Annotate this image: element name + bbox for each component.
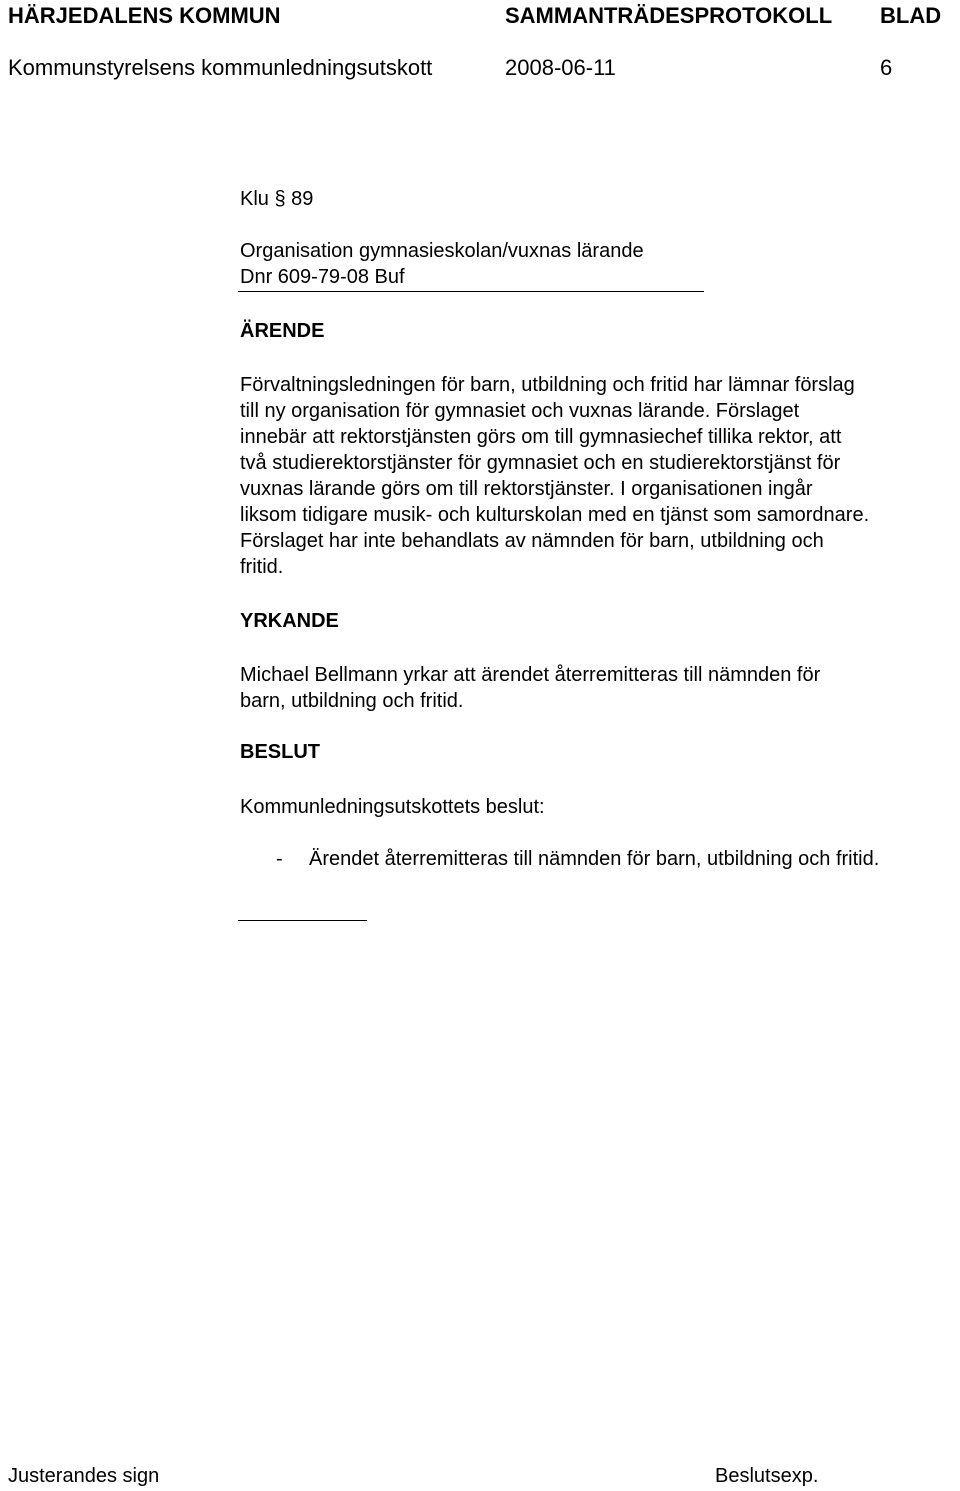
decision-dispatch-label: Beslutsexp. bbox=[715, 1465, 819, 1487]
committee-name: Kommunstyrelsens kommunledningsutskott bbox=[8, 55, 433, 80]
arende-line: Förvaltningsledningen för barn, utbildning och fritid har lämnar förslag bbox=[240, 374, 855, 396]
beslut-heading: BESLUT bbox=[240, 741, 320, 763]
beslut-item-dash: - bbox=[276, 848, 283, 870]
end-of-section-rule bbox=[238, 920, 367, 921]
arende-line: till ny organisation för gymnasiet och vuxnas lärande. Förslaget bbox=[240, 400, 800, 422]
arende-line: Förslaget har inte behandlats av nämnden för barn, utbildning och bbox=[240, 530, 824, 552]
paragraph-reference: Klu § 89 bbox=[240, 188, 314, 210]
diary-number: Dnr 609-79-08 Buf bbox=[240, 266, 405, 288]
beslut-item-text: Ärendet återremitteras till nämnden för barn, utbildning och fritid. bbox=[309, 848, 880, 870]
yrkande-heading: YRKANDE bbox=[240, 610, 339, 632]
arende-heading: ÄRENDE bbox=[240, 320, 325, 342]
yrkande-line: barn, utbildning och fritid. bbox=[240, 690, 464, 712]
signature-label: Justerandes sign bbox=[8, 1465, 160, 1487]
yrkande-paragraph bbox=[240, 662, 960, 714]
arende-paragraph bbox=[240, 372, 960, 580]
arende-line: vuxnas lärande görs om till rektorstjänster. I organisationen ingår bbox=[240, 478, 813, 500]
yrkande-line: Michael Bellmann yrkar att ärendet återremitteras till nämnden för bbox=[240, 664, 821, 686]
document-type: SAMMANTRÄDESPROTOKOLL bbox=[505, 3, 833, 28]
arende-line: innebär att rektorstjänsten görs om till gymnasiechef tillika rektor, att bbox=[240, 426, 842, 448]
section-title: Organisation gymnasieskolan/vuxnas lärande bbox=[240, 240, 644, 262]
beslut-intro: Kommunledningsutskottets beslut: bbox=[240, 796, 545, 818]
meeting-date: 2008-06-11 bbox=[505, 55, 616, 80]
blad-label: BLAD bbox=[880, 3, 942, 28]
arende-line: fritid. bbox=[240, 556, 284, 578]
municipality-name: HÄRJEDALENS KOMMUN bbox=[8, 3, 281, 28]
arende-line: liksom tidigare musik- och kulturskolan med en tjänst som samordnare. bbox=[240, 504, 870, 526]
page-number: 6 bbox=[880, 55, 893, 80]
arende-line: två studierektorstjänster för gymnasiet och en studierektorstjänst för bbox=[240, 452, 841, 474]
title-underline bbox=[238, 291, 704, 292]
